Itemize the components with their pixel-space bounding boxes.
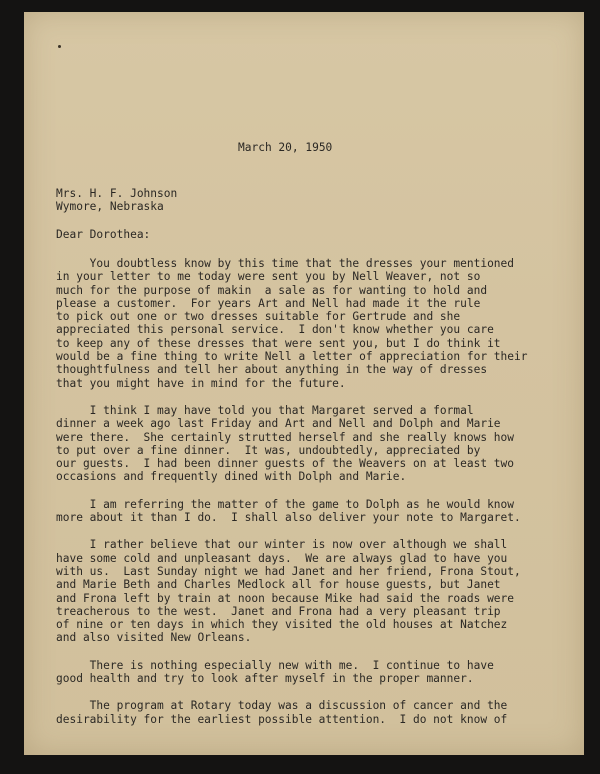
body-line: I think I may have told you that Margaret served a formal (56, 403, 474, 417)
body-line: appreciated this personal service. I don't know whether you care (56, 323, 494, 337)
salutation: Dear Dorothea: (56, 228, 151, 241)
paragraph-2 (56, 404, 538, 484)
body-line: that you might have in mind for the future. (56, 376, 346, 390)
body-line: and Frona left by train at noon because Mike had said the roads were (56, 591, 515, 605)
recipient-address (56, 187, 177, 214)
body-line: more about it than I do. I shall also deliver your note to Margaret. (56, 511, 521, 525)
paragraph-1 (56, 257, 538, 390)
body-line: were there. She certainly strutted herself and she really knows how (56, 430, 515, 444)
body-line: please a customer. For years Art and Nell had made it the rule (56, 296, 481, 310)
body-line: dinner a week ago last Friday and Art and Nell and Dolph and Marie (56, 417, 501, 431)
body-line: would be a fine thing to write Nell a letter of appreciation for their (56, 350, 528, 364)
body-line: of nine or ten days in which they visited the old houses at Natchez (56, 618, 508, 632)
letter-date: March 20, 1950 (238, 141, 333, 154)
body-line: and Marie Beth and Charles Medlock all for house guests, but Janet (56, 578, 501, 592)
recipient-city: Wymore, Nebraska (56, 200, 164, 214)
body-line: treacherous to the west. Janet and Frona had a very pleasant trip (56, 604, 501, 618)
body-line: You doubtless know by this time that the dresses your mentioned (56, 257, 515, 270)
paragraph-3 (56, 498, 538, 525)
paragraph-4 (56, 538, 538, 644)
body-line: There is nothing especially new with me. I continue to have (56, 658, 494, 672)
body-line: I rather believe that our winter is now over although we shall (56, 538, 508, 552)
body-line: to keep any of these dresses that were sent you, but I do think it (56, 336, 501, 350)
body-line: occasions and frequently dined with Dolph and Marie. (56, 470, 407, 484)
paragraph-5 (56, 659, 538, 686)
letter-body (56, 257, 538, 740)
body-line: much for the purpose of makin a sale as for wanting to hold and (56, 283, 488, 297)
body-line: desirability for the earliest possible attention. I do not know of (56, 712, 508, 726)
body-line: have some cold and unpleasant days. We are always glad to have you (56, 551, 508, 565)
body-line: thoughtfulness and tell her about anything in the way of dresses (56, 363, 488, 377)
paper-speck (58, 45, 61, 48)
body-line: to pick out one or two dresses suitable for Gertrude and she (56, 310, 461, 324)
paragraph-6 (56, 699, 538, 726)
body-line: to put over a fine dinner. It was, undoubtedly, appreciated by (56, 443, 481, 457)
body-line: and also visited New Orleans. (56, 631, 252, 645)
body-line: with us. Last Sunday night we had Janet and her friend, Frona Stout, (56, 564, 521, 578)
body-line: good health and try to look after myself in the proper manner. (56, 672, 474, 686)
body-line: our guests. I had been dinner guests of the Weavers on at least two (56, 457, 515, 471)
body-line: The program at Rotary today was a discussion of cancer and the (56, 699, 508, 713)
recipient-name: Mrs. H. F. Johnson (56, 187, 178, 200)
body-line: I am referring the matter of the game to Dolph as he would know (56, 497, 515, 511)
body-line: in your letter to me today were sent you by Nell Weaver, not so (56, 270, 481, 284)
